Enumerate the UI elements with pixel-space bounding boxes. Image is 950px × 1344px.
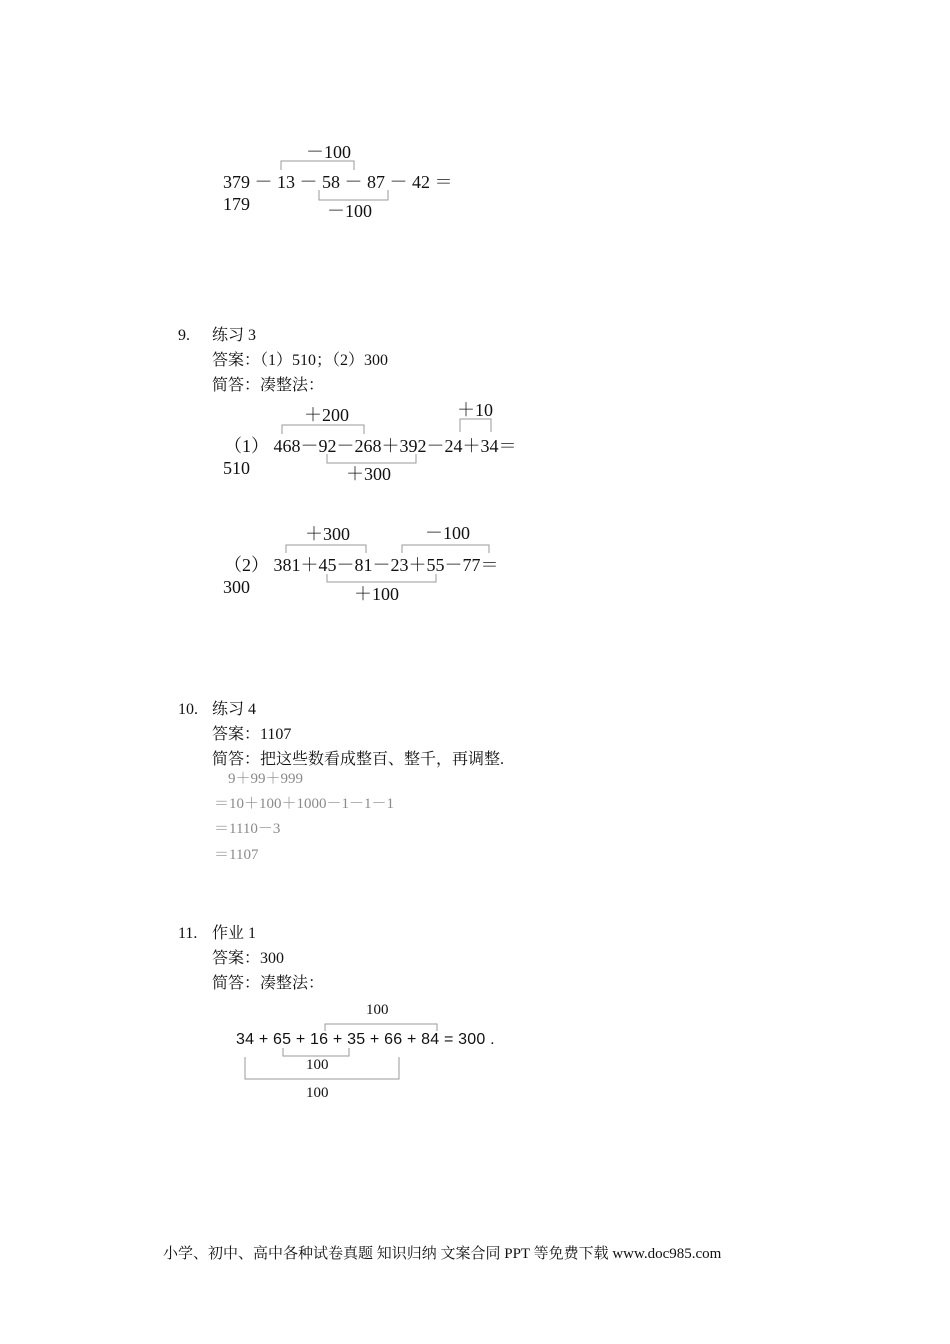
solution-step: ＝1107 xyxy=(214,847,259,863)
bottom-bracket-label: －100 xyxy=(327,201,372,221)
solution-step: ＝1110－3 xyxy=(214,821,281,837)
answer-line: 答案：300 xyxy=(212,950,285,967)
result: 510 xyxy=(223,458,250,478)
question-number: 11. xyxy=(178,925,198,942)
result: 179 xyxy=(223,194,250,214)
result: 300 xyxy=(223,577,250,597)
question-number: 10. xyxy=(178,701,198,718)
top-bracket-label: －100 xyxy=(425,523,470,543)
top-bracket-label: 100 xyxy=(366,1002,389,1018)
mid-bracket-label: 100 xyxy=(306,1057,329,1073)
question-number: 9. xyxy=(178,327,190,344)
bottom-bracket-label: 100 xyxy=(306,1085,329,1101)
brief-line: 简答：把这些数看成整百、整千，再调整. xyxy=(212,751,505,768)
question-title: 练习 3 xyxy=(212,327,257,344)
brief-line: 简答：凑整法： xyxy=(212,377,325,394)
top-bracket-label: ＋200 xyxy=(304,405,349,425)
expression: （2） 381＋45－81－23＋55－77＝ xyxy=(224,555,499,575)
answer-line: 答案：1107 xyxy=(212,726,292,743)
question-title: 练习 4 xyxy=(212,701,257,718)
expression: 34 + 65 + 16 + 35 + 66 + 84 = 300 . xyxy=(236,1031,495,1048)
answer-line: 答案：（1）510；（2）300 xyxy=(212,352,389,369)
bottom-bracket-label: ＋300 xyxy=(346,464,391,484)
solution-step: 9＋99＋999 xyxy=(228,771,304,787)
page-footer: 小学、初中、高中各种试卷真题 知识归纳 文案合同 PPT 等免费下载 www.doc985.com xyxy=(163,1246,722,1262)
expression: （1） 468－92－268＋392－24＋34＝ xyxy=(224,436,517,456)
brief-line: 简答：凑整法： xyxy=(212,975,325,992)
expression: 379 － 13 － 58 － 87 － 42 ＝ xyxy=(223,172,453,192)
top-bracket-label: ＋300 xyxy=(305,524,350,544)
top-bracket-label: －100 xyxy=(306,142,351,162)
question-title: 作业 1 xyxy=(212,925,257,942)
solution-step: ＝10＋100＋1000－1－1－1 xyxy=(214,796,395,812)
bottom-bracket-label: ＋100 xyxy=(354,584,399,604)
top-bracket-label: ＋10 xyxy=(457,400,493,420)
